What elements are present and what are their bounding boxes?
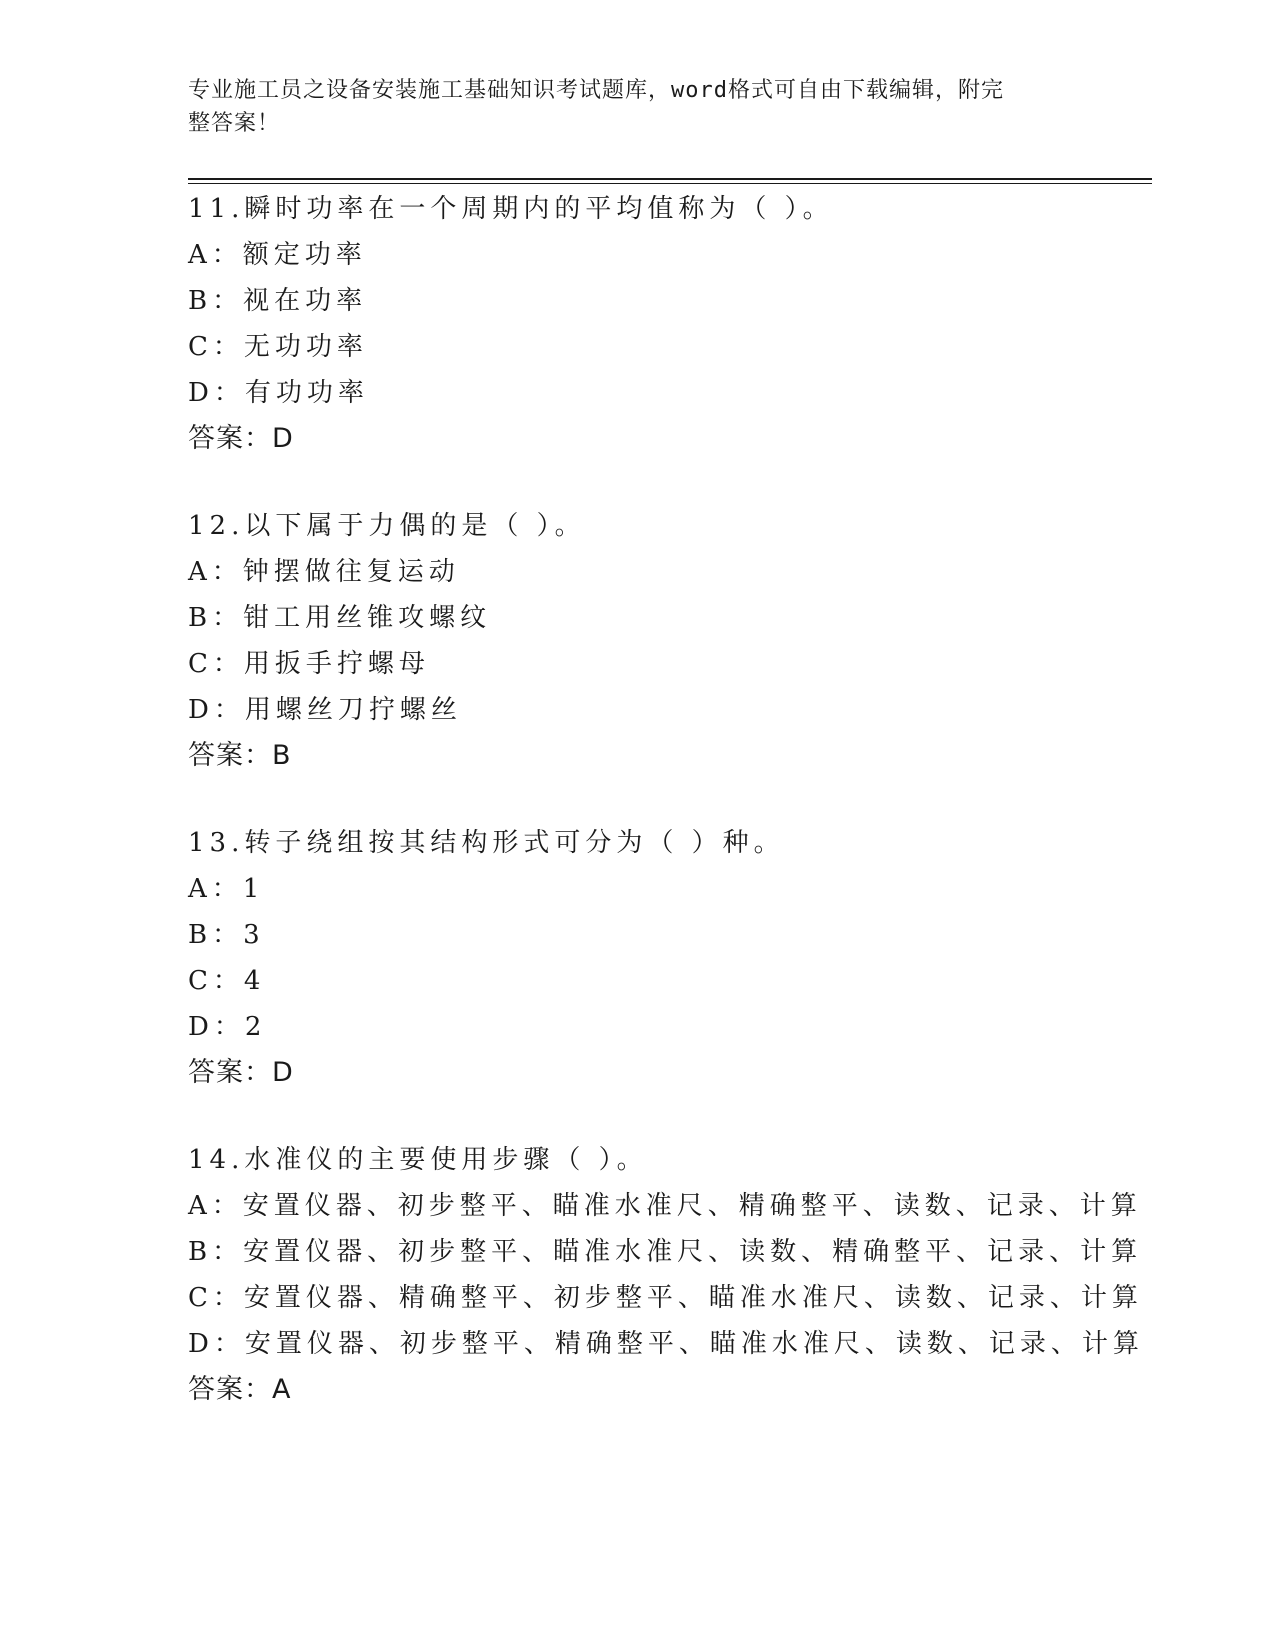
option-d: D：有功功率 xyxy=(188,378,369,408)
header-divider-thick xyxy=(188,178,1152,180)
option-c: C：无功功率 xyxy=(188,332,368,362)
option-b: B：视在功率 xyxy=(188,286,368,316)
option-c: C：4 xyxy=(188,966,266,996)
answer xyxy=(188,733,1188,779)
question-13 xyxy=(188,820,1188,1096)
option-a: A：安置仪器、初步整平、瞄准水准尺、精确整平、读数、记录、计算 xyxy=(188,1191,1142,1221)
answer-value: D xyxy=(272,423,294,454)
question-14 xyxy=(188,1137,1188,1413)
question-stem: 11.瞬时功率在一个周期内的平均值称为（ ）。 xyxy=(188,194,834,224)
question-stem: 14.水准仪的主要使用步骤（ ）。 xyxy=(188,1145,648,1175)
option-d: D：安置仪器、初步整平、精确整平、瞄准水准尺、读数、记录、计算 xyxy=(188,1329,1144,1359)
answer xyxy=(188,1367,1188,1413)
option-d: D：用螺丝刀拧螺丝 xyxy=(188,695,462,725)
option-c: C：用扳手拧螺母 xyxy=(188,649,430,679)
option-a: A：1 xyxy=(188,874,265,904)
option-a: A：钟摆做往复运动 xyxy=(188,557,460,587)
option-c: C：安置仪器、精确整平、初步整平、瞄准水准尺、读数、记录、计算 xyxy=(188,1283,1143,1313)
answer-value: D xyxy=(272,1057,294,1088)
option-d: D：2 xyxy=(188,1012,267,1042)
option-a: A：额定功率 xyxy=(188,240,367,270)
header-line-2: 整答案！ xyxy=(188,111,281,136)
answer-value: A xyxy=(272,1374,292,1405)
question-12 xyxy=(188,503,1188,779)
answer-label: 答案： xyxy=(188,423,272,454)
page-header xyxy=(188,74,1068,140)
question-11 xyxy=(188,186,1188,462)
header-divider-thin xyxy=(188,183,1152,184)
answer-label: 答案： xyxy=(188,1374,272,1405)
answer-label: 答案： xyxy=(188,740,272,771)
answer xyxy=(188,1050,1188,1096)
answer-label: 答案： xyxy=(188,1057,272,1088)
question-stem: 12.以下属于力偶的是（ ）。 xyxy=(188,511,586,541)
header-line-1: 专业施工员之设备安装施工基础知识考试题库，word格式可自由下载编辑，附完 xyxy=(188,78,1004,103)
option-b: B：3 xyxy=(188,920,265,950)
answer xyxy=(188,416,1188,462)
answer-value: B xyxy=(272,740,292,771)
option-b: B：钳工用丝锥攻螺纹 xyxy=(188,603,492,633)
option-b: B：安置仪器、初步整平、瞄准水准尺、读数、精确整平、记录、计算 xyxy=(188,1237,1143,1267)
question-stem: 13.转子绕组按其结构形式可分为（ ）种。 xyxy=(188,828,785,858)
